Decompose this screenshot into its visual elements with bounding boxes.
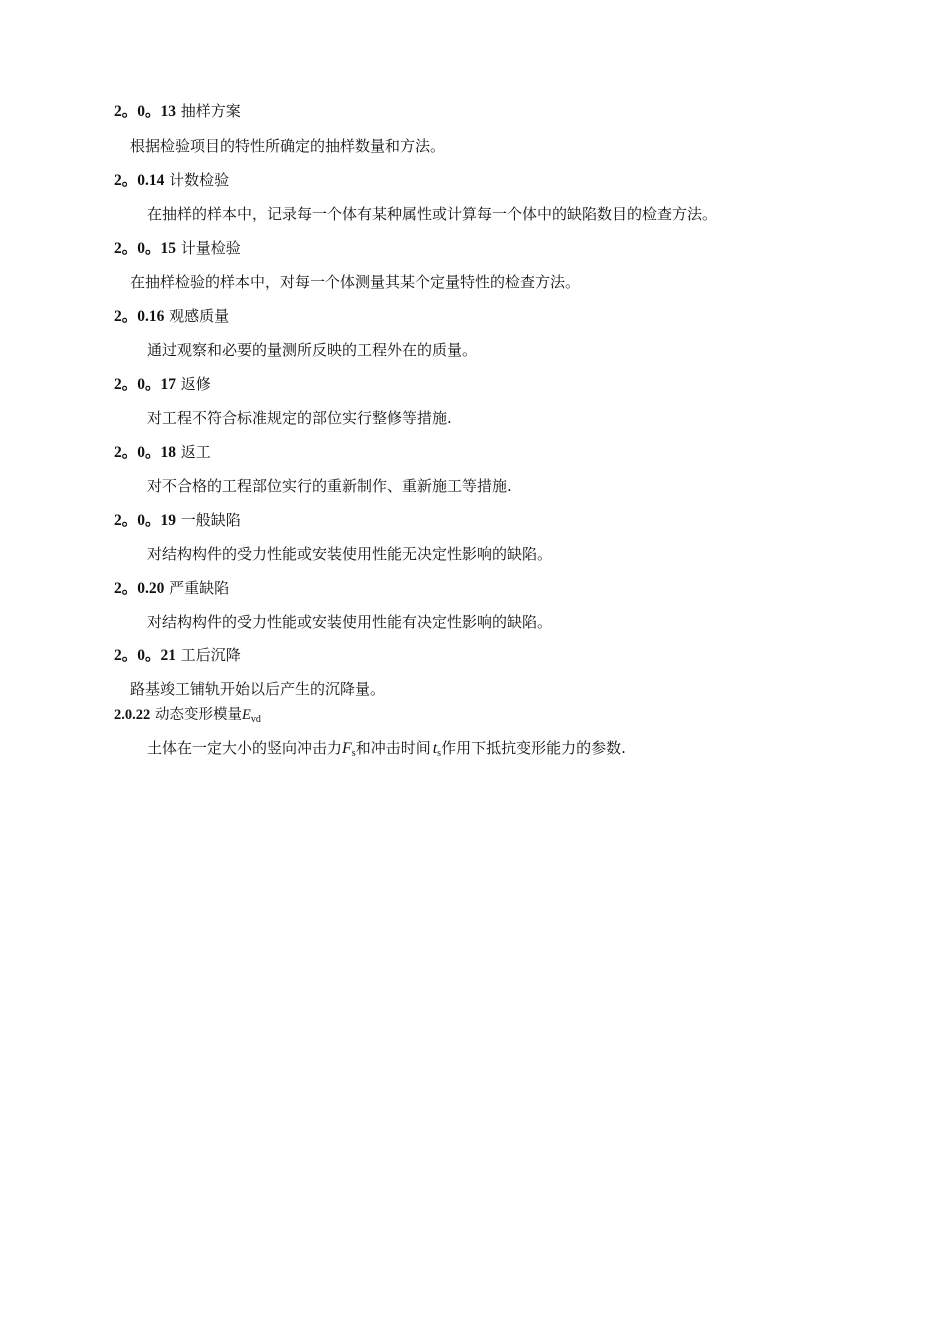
modulus-symbol: E	[242, 707, 251, 723]
clause-definition: 在抽样检验的样本中，对每一个体测量其某个定量特性的检查方法。	[130, 273, 581, 291]
force-symbol: F	[342, 740, 352, 757]
clause-heading	[114, 645, 241, 666]
clause-term: 严重缺陷	[169, 579, 230, 597]
clause-definition: 对结构构件的受力性能或安装使用性能无决定性影响的缺陷。	[147, 545, 553, 563]
clause-number: 2。0。13	[114, 103, 177, 120]
clause-definition: 在抽样的样本中，记录每一个体有某种属性或计算每一个体中的缺陷数目的检查方法。	[147, 205, 718, 223]
clause-heading	[114, 170, 229, 191]
time-subscript: s	[437, 748, 442, 759]
clause-term: 观感质量	[169, 307, 230, 325]
clause-heading	[114, 238, 241, 259]
clause-number: 2。0。15	[114, 240, 177, 257]
clause-number: 2。0.20	[114, 580, 165, 597]
clause-term: 动态变形模量	[155, 707, 243, 723]
clause-number: 2。0。18	[114, 444, 177, 461]
clause-term: 抽样方案	[180, 102, 241, 120]
clause-heading	[114, 306, 229, 327]
clause-heading	[114, 510, 241, 531]
clause-definition: 对不合格的工程部位实行的重新制作、重新施工等措施.	[147, 477, 512, 495]
clause-term: 计数检验	[169, 171, 230, 189]
definition-text-part1: 土体在一定大小的竖向冲击力	[147, 739, 343, 757]
clause-definition: 根据检验项目的特性所确定的抽样数量和方法。	[130, 137, 446, 155]
clause-heading	[114, 704, 261, 727]
clause-number: 2。0.16	[114, 308, 165, 325]
clause-heading	[114, 442, 211, 463]
clause-definition: 通过观察和必要的量测所反映的工程外在的质量。	[147, 341, 478, 359]
clause-term: 返修	[180, 375, 211, 393]
clause-definition: 路基竣工铺轨开始以后产生的沉降量。	[130, 680, 386, 698]
modulus-subscript: vd	[250, 714, 261, 725]
clause-term: 工后沉降	[180, 646, 241, 664]
clause-term: 一般缺陷	[180, 511, 241, 529]
clause-number: 2.0.22	[114, 707, 151, 723]
clause-heading	[114, 374, 211, 395]
clause-number: 2。0。17	[114, 376, 177, 393]
clause-term: 计量检验	[180, 239, 241, 257]
definition-text-part2: 和冲击时间	[355, 739, 431, 757]
clause-number: 2。0。21	[114, 647, 177, 664]
clause-definition: 对结构构件的受力性能或安装使用性能有决定性影响的缺陷。	[147, 613, 553, 631]
clause-definition: 对工程不符合标准规定的部位实行整修等措施.	[147, 409, 452, 427]
clause-number: 2。0.14	[114, 172, 165, 189]
clause-term: 返工	[180, 443, 211, 461]
force-subscript: s	[351, 748, 356, 759]
time-symbol: t	[432, 740, 438, 757]
clause-number: 2。0。19	[114, 512, 177, 529]
clause-definition	[147, 738, 626, 761]
clause-heading	[114, 578, 229, 599]
definition-text-part3: 作用下抵抗变形能力的参数.	[441, 739, 626, 757]
clause-heading	[114, 101, 241, 122]
